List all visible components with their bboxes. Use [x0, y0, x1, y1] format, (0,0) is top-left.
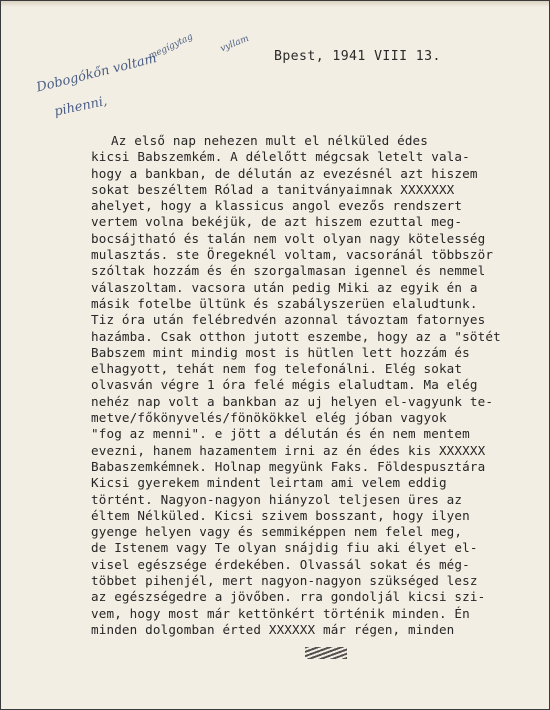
- letter-line: de Istenem vagy Te olyan snájdig fiu aki élyet el-: [91, 540, 478, 556]
- letter-line: vem, hogy most már kettönkért történik minden. Én: [91, 605, 470, 621]
- letter-line: hogy a bankban, de délután az evezésnél azt hiszem: [91, 165, 478, 181]
- page-top-edge: [1, 1, 549, 7]
- letter-line: Babszem mint mindig most is hütlen lett hozzám és: [91, 344, 470, 360]
- letter-line: Az első nap nehezen mult el nélküled édes: [111, 133, 429, 148]
- letter-line: evezni, hanem hazamentem irni az én édes kis XXXXXX: [91, 442, 486, 458]
- letter-line: metve/főkönyvelés/fönökökkel elég jóban vagyok: [91, 410, 447, 426]
- handwritten-note-line1: Dobogókőn voltam: [35, 51, 159, 96]
- letter-line: vertem volna bekéjük, de azt hiszem ezuttal meg-: [91, 214, 463, 230]
- letter-line: minden dolgomban érted XXXXXX már régen, minden: [91, 621, 455, 637]
- letter-line: másik fotelbe ültünk és szabályszerüen elaludtunk.: [91, 295, 478, 311]
- letter-line: Babaszemkémnek. Holnap megyünk Faks. Földespusztára: [91, 458, 486, 474]
- letter-line: "fog az menni". e jött a délután és én nem mentem: [91, 426, 470, 442]
- letter-line: sokat beszéltem Rólad a tanitványaimnak XXXXXXX: [91, 181, 455, 197]
- letter-line: hazámba. Csak otthon jutott eszembe, hogy az a "sötét: [91, 328, 501, 344]
- letter-line: történt. Nagyon-nagyon hiányzol teljesen üres az: [91, 491, 463, 507]
- letter-line: szóltak hozzám és én szorgalmasan igennel és nemmel: [91, 263, 486, 279]
- letter-line: olvasván végre 1 óra felé mégis elaludtam. Ma elég: [91, 377, 478, 393]
- letter-line: kicsi Babszemkém. A délelőtt mégcsak letelt vala-: [91, 149, 470, 165]
- handwritten-note-line2: pihenni,: [53, 93, 109, 120]
- letter-line: ahelyet, hogy a klassicus angol evezős rendszert: [91, 198, 463, 214]
- letter-line: mulasztás. ste Öregeknél voltam, vacsoránál többször: [91, 247, 494, 263]
- letter-line: Tiz óra után felébredvén azonnal távoztam fatornyes: [91, 312, 486, 328]
- letter-line: Kicsi gyerekem mindent leirtam ami velem eddig: [91, 475, 447, 491]
- letter-line: válaszoltam. vacsora után pedig Miki az egyik én a: [91, 279, 478, 295]
- letter-body: [91, 133, 549, 638]
- letter-date: Bpest, 1941 VIII 13.: [274, 49, 441, 64]
- letter-line: éltem Nélküled. Kicsi szivem bosszant, hogy ilyen: [91, 507, 470, 523]
- letter-line: visel egészsége érdekében. Olvassál sokat és még-: [91, 556, 470, 572]
- letter-line: elhagyott, tehát nem fog telefonálni. Elég sokat: [91, 361, 463, 377]
- letter-line: gyenge helyen vagy és semmiképpen nem felel meg,: [91, 524, 463, 540]
- handwritten-note-side2: vyllam: [219, 33, 251, 55]
- letter-line: többet pihenjél, mert nagyon-nagyon szükséged lesz: [91, 573, 478, 589]
- letter-line: bocsájtható és talán nem volt olyan nagy kötelesség: [91, 230, 486, 246]
- ink-strikethrough-mark: [305, 647, 347, 659]
- handwritten-note-side1: megígytag: [147, 31, 195, 62]
- letter-line: az egészségedre a jövőben. rra gondoljál kicsi szi-: [91, 589, 486, 605]
- letter-line: nehéz nap volt a bankban az uj helyen el-vagyunk te-: [91, 393, 494, 409]
